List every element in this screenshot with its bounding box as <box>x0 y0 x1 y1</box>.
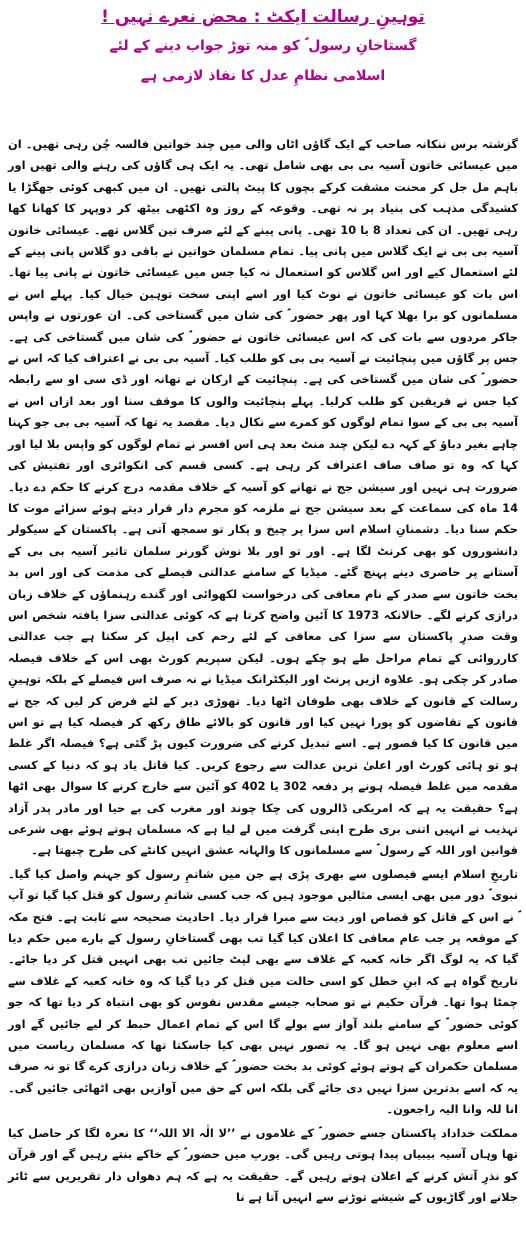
article-page <box>0 6 526 1249</box>
paragraph-3: مملکت خداداد پاکستان جسے حضور ؐ کے غلاموں نے ’’لا الٰہ الا اللہ‘‘ کا نعرہ لگا کر حاصل کیا تھا وہاں آسیہ بیبیاں پیدا ہوتی رہیں گی۔ یورپ میں حضور ؐ کے خاکے بنتے رہیں گے اور قرآن کو نذرِ آتش کرنے کے اعلان ہوتے رہیں گے۔ حقیقت یہ ہے کہ ہم دھواں دار تقریریں سے ٹائر جلانے اور گاڑیوں کے شیشے توڑنے سے انہیں آتا ہے نا <box>8 1125 518 1204</box>
article-header <box>8 6 518 86</box>
headline: توہینِ رسالت ایکٹ : محض نعرے نہیں ! <box>101 7 425 27</box>
subtitle-line-2: اسلامی نظامِ عدل کا نفاذ لازمی ہے <box>140 68 386 84</box>
subtitle-line-1: گستاخانِ رسول ؐ کو منہ توڑ جواب دینے کے لئے <box>109 38 417 54</box>
article-body <box>8 134 518 1208</box>
paragraph-2: تاریخِ اسلام ایسے فیصلوں سے بھری پڑی ہے جن میں شاتمِ رسول کو جہنم واصل کیا گیا۔ نبوی ؐ دور میں بھی ایسی مثالیں موجود ہیں کہ جب کسی شاتمِ رسول کو قتل کیا گیا تو آپ ؐ نے اس کے قاتل کو قصاص اور دیت سے مبرا قرار دیا۔ احادیث صحیحہ سے ثابت ہے۔ فتح مکہ کے موقعہ پر جب عام معافی کا اعلان کیا گیا تب بھی گستاخانِ رسول کے بارے میں حکم دیا گیا کہ یہ لوگ اگر خانہ کعبہ کے غلاف سے بھی لپٹ جائیں تب بھی انہیں قتل کر دیا جائے۔ تاریخ گواہ ہے کہ ابنِ خطل کو اسی حالت میں قتل کر دیا گیا کہ وہ خانہ کعبہ کے غلاف سے چمٹا ہوا تھا۔ قرآن حکیم نے تو صحابہ جیسے مقدس نفوس کو بھی انتباہ کر دیا تھا کہ جو کوئی حضور ؐ کے سامنے بلند آواز سے بولے گا اس کے تمام اعمال حبط کر لیے جائیں گے اور اسے معلوم بھی نہیں ہو گا۔ یہ تصور نہیں بھی کیا جاسکتا تھا کہ مسلمان ریاست میں مسلمان حکمران کے ہوتے ہوئے کوئی بد بخت حضور ؐ کے خلاف زبان درازی کرے گا تو نہ صرف یہ کہ اسے بدترین سزا نہیں دی جائے گی بلکہ اس کے حق میں آوازیں بھی اٹھائی جائیں گی۔ انا للہ وانا الیہ راجعون۔ <box>8 866 518 1117</box>
paragraph-1: گزشتہ برس ننکانہ صاحب کے ایک گاؤں اٹاں والی میں چند خواتین فالسہ چُن رہی تھیں۔ ان میں عیسائی خاتون آسیہ بی بی بھی شامل تھی۔ یہ ایک ہی گاؤں کی رہنے والی تھیں اور باہم مل جل کر محنت مشقت کرکے بچوں کا پیٹ پالتی تھیں۔ ان میں کبھی کوئی جھگڑا یا کشیدگی مذہب کی بنیاد پر نہ تھی۔ وقوعہ کے روز وہ اکٹھی بیٹھ کر دوپہر کا کھانا کھا رہی تھیں۔ ان کی تعداد 8 یا 10 تھی۔ پانی پینے کے لئے صرف تین گلاس تھے۔ عیسائی خاتون آسیہ بی بی نے ایک گلاس میں پانی پیا۔ تمام مسلمان خواتین نے باقی دو گلاس پانی پینے کے لئے استعمال کیے اور اس گلاس کو استعمال نہ کیا جس میں عیسائی خاتون نے پانی پیا تھا۔ اس بات کو عیسائی خاتون نے نوٹ کیا اور اسے اپنی سخت توہین خیال کیا۔ پہلے اس نے مسلمانوں کو برا بھلا کہا اور پھر حضور ؐ کی شان میں گستاخی کی۔ ان عورتوں نے واپس جاکر مردوں سے بات کی کہ اس عیسائی خاتون نے حضور ؐ کی شان میں گستاخی کی ہے۔ جس پر گاؤں میں پنچائیت نے آسیہ بی بی کو طلب کیا۔ آسیہ بی بی نے اعتراف کیا کہ اس نے حضور ؐ کی شان میں گستاخی کی ہے۔ پنچائیت کے ارکان نے تھانہ اور ڈی سی او سے رابطہ کیا جس نے فریقین کو طلب کرلیا۔ پہلے پنچائیت والوں کا موقف سنا اور بعد ازاں اس نے آسیہ بی بی کے سوا تمام لوگوں کو کمرے سے نکال دیا۔ مقصد یہ تھا کہ آسیہ بی بی جو کہنا چاہے بغیر دباؤ کے کہہ دے لیکن چند منٹ بعد ہی اس افسر نے تمام لوگوں کو واپس بلا لیا اور کہا کہ وہ تو صاف صاف اعتراف کر رہی ہے۔ کسی قسم کی انکوائری اور تفتیش کی ضرورت ہی نہیں اور سیشن جج نے تھانے کو آسیہ کے خلاف مقدمہ درج کرنے کا حکم دے دیا۔ 14 ماہ کی سماعت کے بعد سیشن جج نے ملزمہ کو مجرم دار قرار دیتے ہوئے سزائے موت کا حکم سنا دیا۔ دشمنانِ اسلام اس سزا پر چیخ و پکار تو سمجھ آتی ہے۔ پاکستان کے سیکولر دانشوروں کو بھی کرنٹ لگا ہے۔ اور تو اور بلا نوش گورنر سلمان تاثیر آسیہ بی بی کے آستانے پر حاضری دینے پہنچ گئے۔ میڈیا کے سامنے عدالتی فیصلے کی مذمت کی اور اس بد بخت خاتون سے صدر کے نام معافی کی درخواست لکھوائی اور گندے رہنماؤں کے خلاف زبان درازی کرنے لگے۔ حالانکہ 1973 کا آئین واضح کرتا ہے کہ کوئی عدالتی سزا یافتہ شخص اس وقت صدرِ پاکستان سے سزا کی معافی کے لئے رحم کی اپیل کر سکتا ہے جب عدالتی کارروائی کے تمام مراحل طے ہو چکے ہوں۔ لیکن سپریم کورٹ بھی اس کے خلاف فیصلہ صادر کر چکی ہو۔ علاوہ ازیں پرنٹ اور الیکٹرانک میڈیا نے نہ صرف اس فیصلے کے بلکہ توہینِ رسالت کے قانون کے خلاف بھی طوفان اٹھا دیا۔ تھوڑی دیر کے لئے فرض کر لیں کہ جج نے قانون کے تقاضوں کو پورا نہیں کیا اور قانون کو بالائے طاق رکھ کر فیصلہ کیا ہے تو اس میں قانون کا کیا قصور ہے۔ اسے تبدیل کرنے کی ضرورت کیوں پڑ گئی ہے؟ فیصلہ اگر غلط ہو تو ہائی کورٹ اور اعلیٰ ترین عدالت سے رجوع کریں۔ کیا قاتل یاد ہو کہ دنیا کے کسی مقدمہ میں غلط فیصلہ ہونے پر دفعہ 302 یا 402 کو آئین سے خارج کرنے کا سوال بھی اٹھا ہے؟ حقیقت یہ ہے کہ امریکی ڈالروں کی چکا چوند اور مغرب کی بے حیا اور مادر پدر آزاد تہذیب نے انہیں اتنی بری طرح اپنی گرفت میں لے لیا ہے کہ مسلمان ہوتے ہوئے بھی شرعی قوانین اور اللہ کے رسول ؐ سے مسلمانوں کا والہانہ عشق انہیں کانٹے کی طرح چبھتا ہے۔ <box>8 137 518 858</box>
